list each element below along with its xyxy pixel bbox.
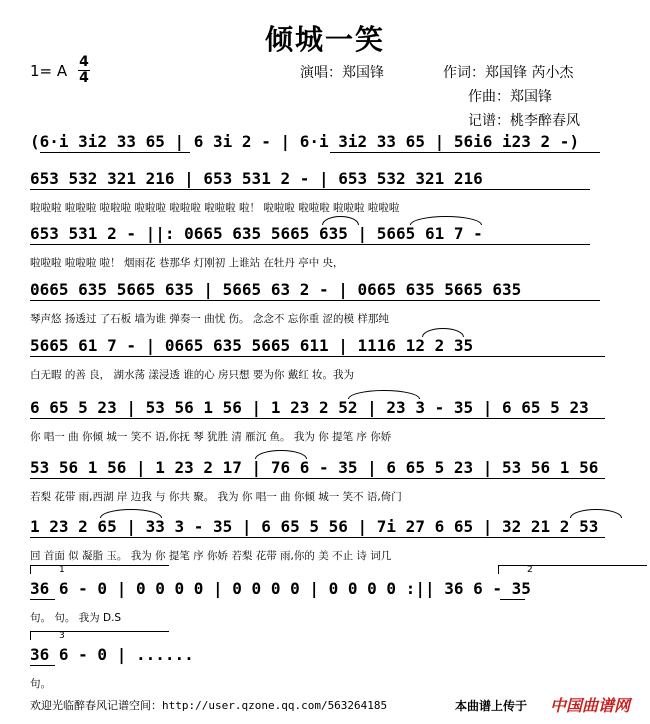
volta-first: 1 [30,565,169,574]
transcriber-credit: 记谱：桃李醉春风 [468,113,580,129]
score-row-lyrics: 句。 [30,678,51,690]
score-row-lyrics: 白无暇 的善 良， 湖水荡 漾浸透 谁的心 房只想 要为你 戴红 妆。我为 [30,369,355,381]
time-signature-top: 4 [79,54,89,70]
score-row-notes: 0665 635 5665 635 | 5665 63 2 - | 0665 635 5665 635 [30,280,522,299]
key-signature: 1= A [30,62,68,80]
time-signature-bottom: 4 [79,70,89,86]
singer-credit: 演唱：郑国锋 [300,65,384,81]
upload-label: 本曲谱上传于 [455,699,528,713]
score-row-lyrics: 你 唱一 曲 你倾 城一 笑不 语,你抚 琴 犹胜 清 雁沉 鱼。 我为 你 提笔 序 你娇 [30,431,392,443]
site-logo[interactable]: 中国曲谱网 [550,696,631,715]
score-row-notes: 53 56 1 56 | 1 23 2 17 | 76 6 - 35 | 6 65 5 23 | 53 56 1 56 [30,458,599,477]
score-row-lyrics: 回 首面 似 凝脂 玉。 我为 你 提笔 序 你娇 若梨 花带 雨,你的 美 不止 诗 词几 [30,550,392,562]
lyricist-credit: 作词：郑国锋 芮小杰 [443,65,574,81]
score-row-lyrics: 啦啦啦 啦啦啦 啦啦啦 啦啦啦 啦啦啦 啦啦啦 啦！ 啦啦啦 啦啦啦 啦啦啦 啦啦啦 [30,202,400,214]
volta-second: 2 [498,565,647,574]
score-row-lyrics: 琴声悠 扬透过 了石板 墙为谁 弹奏一 曲忧 伤。 念念不 忘你重 涩的模 样那纯 [30,313,389,325]
score-row-notes: (6·i 3i2 33 65 | 6 3i 2 - | 6·i 3i2 33 65 | 56i6 i23 2 -) [30,132,580,151]
welcome-footer: 欢迎光临醉春风记谱空间：http://user.qzone.qq.com/563264185 [30,699,388,712]
volta-third: 3 [30,631,169,640]
score-row-notes: 653 532 321 216 | 653 531 2 - | 653 532 321 216 [30,169,483,188]
score-row-notes: 36 6 - 0 | ...... [30,645,194,664]
score-row-notes: 653 531 2 - ||: 0665 635 5665 635 | 5665 61 7 - [30,224,483,243]
score-row-lyrics: 若梨 花带 雨,西湖 岸 边我 与 你共 聚。 我为 你 唱一 曲 你倾 城一 笑不 语,倚门 [30,491,402,503]
score-row-notes: 36 6 - 0 | 0 0 0 0 | 0 0 0 0 | 0 0 0 0 :|| 36 6 - 35 [30,579,531,598]
composer-credit: 作曲：郑国锋 [468,89,552,105]
score-row-notes: 1 23 2 65 | 33 3 - 35 | 6 65 5 56 | 7i 27 6 65 | 32 21 2 53 [30,517,599,536]
song-title: 倾城一笑 [264,23,385,56]
score-row-lyrics: 句。 句。 我为 D.S [30,612,122,624]
score-row-notes: 5665 61 7 - | 0665 635 5665 611 | 1116 12 2 35 [30,336,474,355]
score-row-notes: 6 65 5 23 | 53 56 1 56 | 1 23 2 52 | 23 3 - 35 | 6 65 5 23 [30,398,589,417]
time-signature [77,55,91,86]
score-row-lyrics: 啦啦啦 啦啦啦 啦！ 烟雨花 巷那华 灯刚初 上谁站 在牡丹 亭中 央， [30,257,344,269]
